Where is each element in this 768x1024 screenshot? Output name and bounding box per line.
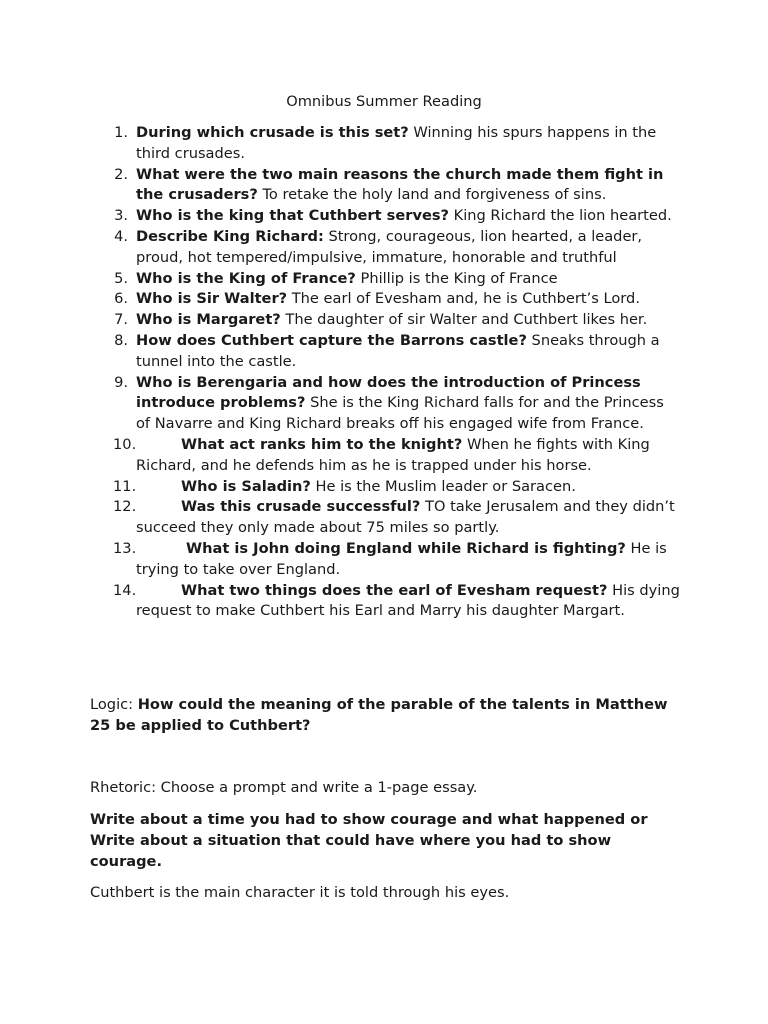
item-number: 6. — [114, 290, 128, 308]
question-text: During which crusade is this set? — [136, 124, 409, 141]
answer-text: The earl of Evesham and, he is Cuthbert’s Lord. — [287, 290, 640, 308]
item-number: 4. — [114, 227, 128, 245]
question-text: Who is the king that Cuthbert serves? — [136, 207, 450, 225]
question-text: Who is Berengaria and how does the introduction of Princess introduce problems? — [136, 373, 641, 412]
item-number: 14. — [113, 581, 137, 599]
question-text: Was this crusade successful? — [181, 498, 421, 516]
list-item — [90, 497, 680, 539]
item-number: 2. — [114, 165, 128, 183]
list-item — [90, 206, 680, 227]
item-number: 11. — [113, 477, 137, 495]
item-number: 10. — [113, 435, 137, 453]
question-text: What is John doing England while Richard is fighting? — [186, 539, 626, 557]
list-item — [90, 477, 680, 498]
answer-text: To retake the holy land and forgiveness of sins. — [257, 186, 607, 204]
item-number: 5. — [114, 269, 128, 287]
logic-label: Logic: — [90, 696, 138, 713]
answer-text: King Richard the lion hearted. — [449, 207, 672, 225]
item-number: 7. — [114, 311, 128, 329]
answer-text: When he fights with King Richard, and he defends him as he is trapped under his horse. — [136, 435, 650, 474]
item-number: 8. — [114, 331, 128, 349]
list-item — [90, 539, 680, 581]
item-number: 9. — [114, 373, 128, 391]
question-text: What two things does the earl of Evesham request? — [181, 581, 608, 599]
answer-text: TO take Jerusalem and they didn’t succeed they only made about 75 miles so partly. — [136, 498, 675, 537]
answer-text: Phillip is the King of France — [355, 269, 558, 287]
item-number: 12. — [113, 498, 137, 516]
item-number: 3. — [114, 207, 128, 225]
list-item — [90, 435, 680, 477]
question-text: Describe King Richard: — [136, 227, 324, 245]
question-text: What act ranks him to the knight? — [181, 435, 463, 453]
question-list — [90, 123, 680, 622]
question-text: How does Cuthbert capture the Barrons castle? — [136, 331, 527, 349]
closing-text: Cuthbert is the main character it is told through his eyes. — [90, 884, 510, 901]
list-item — [90, 123, 680, 165]
answer-text: Winning his spurs happens in the third crusades. — [136, 124, 657, 162]
answer-text: She is the King Richard falls for and the Princess of Navarre and King Richard breaks off his engaged wife from France. — [136, 394, 664, 433]
answer-text: He is the Muslim leader or Saracen. — [310, 477, 576, 495]
question-text: Who is Margaret? — [136, 311, 281, 329]
answer-text: His dying request to make Cuthbert his Earl and Marry his daughter Margart. — [136, 581, 680, 620]
answer-text: Strong, courageous, lion hearted, a leader, proud, hot tempered/impulsive, immature, honorable and truthful — [136, 227, 643, 266]
question-text: Who is Sir Walter? — [136, 290, 288, 308]
question-text: What were the two main reasons the church made them fight in the crusaders? — [136, 165, 664, 204]
rhetoric-instruction: Rhetoric: Choose a prompt and write a 1-page essay. — [90, 779, 478, 796]
list-item — [90, 310, 680, 331]
list-item — [90, 227, 680, 269]
page-title: Omnibus Summer Reading — [286, 93, 482, 110]
essay-prompt: Write about a time you had to show courage and what happened or Write about a situation that could have where you had to show courage. — [90, 811, 648, 870]
logic-question: How could the meaning of the parable of the talents in Matthew 25 be applied to Cuthbert? — [90, 696, 668, 734]
list-item — [90, 373, 680, 435]
list-item — [90, 165, 680, 207]
question-text: Who is Saladin? — [181, 477, 311, 495]
logic-section — [90, 694, 680, 736]
item-number: 1. — [114, 124, 128, 141]
item-number: 13. — [113, 539, 137, 557]
list-item — [90, 269, 680, 290]
list-item — [90, 289, 680, 310]
question-text: Who is the King of France? — [136, 269, 356, 287]
answer-text: Sneaks through a tunnel into the castle. — [136, 331, 660, 370]
answer-text: He is trying to take over England. — [136, 539, 667, 578]
list-item — [90, 331, 680, 373]
list-item — [90, 581, 680, 623]
answer-text: The daughter of sir Walter and Cuthbert likes her. — [280, 311, 648, 329]
